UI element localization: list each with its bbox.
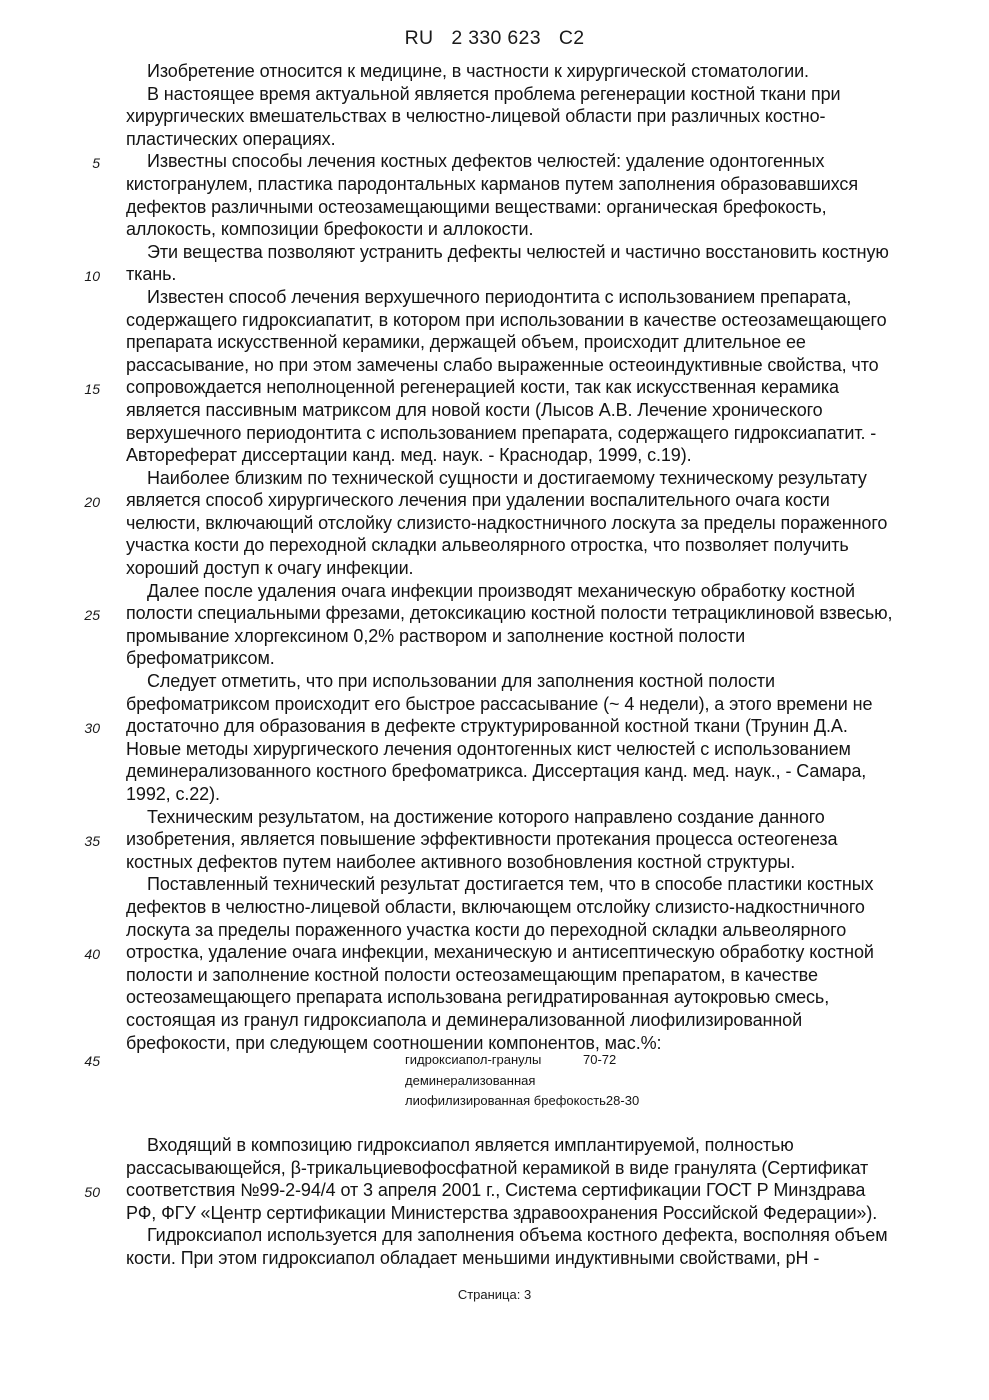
text-line [0, 986, 989, 1009]
line-text: полости специальными фрезами, детоксикацию костной полости тетрациклиновой взвесью, [126, 603, 893, 624]
text-line [0, 60, 989, 83]
line-text: сопровождается неполноценной регенерацией кости, так как искусственная керамика [126, 377, 839, 398]
text-line [0, 851, 989, 874]
line-text: Техническим результатом, на достижение которого направлено создание данного [147, 806, 825, 827]
body-text [0, 60, 989, 1054]
composition-table-row [0, 1091, 989, 1112]
line-text: верхушечного периодонтита с использованием препарата, содержащего гидроксиапатит. - [126, 422, 877, 443]
margin-line-number: 30 [84, 720, 100, 737]
text-line [0, 738, 989, 761]
text-line [0, 580, 989, 603]
line-text: хирургических вмешательствах в челюстно-лицевой области при различных костно- [126, 106, 826, 127]
margin-line-number: 40 [84, 946, 100, 963]
text-line [0, 896, 989, 919]
text-line [0, 309, 989, 332]
line-text: кости. При этом гидроксиапол обладает меньшими индуктивными свойствами, pH - [126, 1247, 820, 1268]
line-text: промывание хлоргексином 0,2% раствором и заполнение костной полости [126, 625, 746, 646]
text-line [0, 1202, 989, 1225]
text-line [0, 286, 989, 309]
text-line [0, 1247, 989, 1270]
line-text: полости и заполнение костной полости остеозамещающим препаратом, в качестве [126, 964, 818, 985]
line-text: отростка, удаление очага инфекции, механическую и антисептическую обработку костной [126, 942, 874, 963]
page-footer [0, 1287, 989, 1302]
line-text: В настоящее время актуальной является проблема регенерации костной ткани при [147, 83, 841, 104]
text-line [0, 534, 989, 557]
kind-code: C2 [558, 27, 585, 49]
component-amount: 28-30 [605, 1093, 640, 1108]
margin-line-number: 5 [92, 155, 100, 172]
line-text: дефектов различными остеозамещающими веществами: органическая брефокость, [126, 196, 827, 217]
text-line [0, 128, 989, 151]
line-text: костных дефектов путем наиболее активного возобновления костной структуры. [126, 851, 796, 872]
line-text: деминерализованного костного брефоматрикса. Диссертация канд. мед. наук., - Самара, [126, 761, 867, 782]
text-line [0, 83, 989, 106]
text-line [0, 1224, 989, 1247]
text-line [0, 715, 989, 738]
margin-line-number: 15 [84, 381, 100, 398]
text-line [0, 105, 989, 128]
line-text: Изобретение относится к медицине, в частности к хирургической стоматологии. [147, 61, 809, 81]
line-text: Далее после удаления очага инфекции производят механическую обработку костной [147, 580, 856, 601]
text-line [0, 150, 989, 173]
text-line [0, 196, 989, 219]
text-line [0, 873, 989, 896]
margin-line-number: 45 [84, 1053, 100, 1069]
text-line [0, 919, 989, 942]
line-text: рассасывающейся, β-трикальциевофосфатной керамикой в виде гранулята (Сертификат [126, 1157, 869, 1178]
component-name: деминерализованная [405, 1072, 536, 1088]
text-line [0, 828, 989, 851]
component-name: гидроксиапол-гранулы [405, 1052, 542, 1067]
line-text: кистогранулем, пластика пародонтальных карманов путем заполнения образовавшихся [126, 173, 858, 194]
line-text: соответствия №99-2-94/4 от 3 апреля 2001 г., Система сертификации ГОСТ Р Минздрава [126, 1180, 866, 1201]
text-line [0, 512, 989, 535]
line-text: является пассивным матриксом для новой кости (Лысов А.В. Лечение хронического [126, 399, 823, 420]
line-text: Поставленный технический результат достигается тем, что в способе пластики костных [147, 874, 874, 895]
line-text: хороший доступ к очагу инфекции. [126, 558, 414, 579]
line-text: препарата искусственной керамики, держащей объем, происходит длительное ее [126, 332, 806, 353]
text-line [0, 422, 989, 445]
line-text: лоскута за пределы пораженного участка кости до переходной складки альвеолярного [126, 919, 847, 940]
text-line [0, 625, 989, 648]
component-amount: 70-72 [583, 1052, 617, 1067]
line-text: Наиболее близким по технической сущности и достигаемому техническому результату [147, 467, 867, 488]
line-text: аллокость, композиции брефокости и аллокости. [126, 219, 534, 240]
text-line [0, 647, 989, 670]
line-text: достаточно для образования в дефекте структурированной костной ткани (Трунин Д.А. [126, 716, 848, 737]
line-text: содержащего гидроксиапатит, в котором при использовании в качестве остеозамещающего [126, 309, 887, 330]
text-line [0, 1179, 989, 1202]
text-line [0, 557, 989, 580]
text-line [0, 444, 989, 467]
margin-line-number: 25 [84, 607, 100, 624]
text-line [0, 760, 989, 783]
margin-line-number: 35 [84, 833, 100, 850]
line-text: ткань. [126, 264, 177, 285]
body-text-continued [0, 1134, 989, 1270]
line-text: Известен способ лечения верхушечного периодонтита с использованием препарата, [147, 286, 852, 307]
text-line [0, 1134, 989, 1157]
line-text: брефокости, при следующем соотношении компонентов, мас.%: [126, 1032, 662, 1053]
line-text: остеозамещающего препарата использована регидратированная аутокровью смесь, [126, 987, 830, 1008]
line-text: брефоматриксом. [126, 648, 275, 669]
line-text: пластических операциях. [126, 128, 336, 149]
text-line [0, 354, 989, 377]
text-line [0, 331, 989, 354]
composition-table-row [0, 1050, 989, 1071]
text-line [0, 693, 989, 716]
publication-number: 2 330 623 [451, 27, 541, 49]
line-text: Автореферат диссертации канд. мед. наук. - Краснодар, 1999, с.19). [126, 445, 692, 466]
line-text: Гидроксиапол используется для заполнения объема костного дефекта, восполняя объем [147, 1225, 888, 1246]
margin-line-number: 50 [84, 1184, 100, 1201]
text-line [0, 1009, 989, 1032]
text-line [0, 376, 989, 399]
line-text: 1992, с.22). [126, 784, 220, 804]
composition-table [0, 1050, 989, 1112]
line-text: является способ хирургического лечения при удалении воспалительного очага кости [126, 490, 830, 511]
text-line [0, 218, 989, 241]
composition-table-row [0, 1071, 989, 1092]
line-text: Входящий в композицию гидроксиапол является имплантируемой, полностью [147, 1135, 794, 1155]
text-line [0, 783, 989, 806]
line-text: Эти вещества позволяют устранить дефекты челюстей и частично восстановить костную [147, 241, 889, 262]
text-line [0, 806, 989, 829]
text-line [0, 173, 989, 196]
page-number-label: Страница: 3 [457, 1287, 532, 1302]
line-text: изобретения, является повышение эффективности протекания процесса остеогенеза [126, 829, 838, 850]
line-text: челюсти, включающий отслойку слизисто-надкостничного лоскута за пределы пораженного [126, 512, 888, 533]
text-line [0, 489, 989, 512]
country-code: RU [404, 27, 434, 49]
text-line [0, 964, 989, 987]
line-text: Известны способы лечения костных дефектов челюстей: удаление одонтогенных [147, 151, 825, 172]
margin-line-number: 10 [84, 268, 100, 285]
text-line [0, 399, 989, 422]
text-line [0, 241, 989, 264]
line-text: рассасывание, но при этом замечены слабо выраженные остеоиндуктивные свойства, что [126, 354, 879, 375]
component-name: лиофилизированная брефокость [405, 1093, 606, 1108]
text-line [0, 1157, 989, 1180]
margin-line-number: 20 [84, 494, 100, 511]
text-line [0, 263, 989, 286]
line-text: брефоматриксом происходит его быстрое рассасывание (~ 4 недели), а этого времени не [126, 693, 873, 714]
line-text: РФ, ФГУ «Центр сертификации Министерства здравоохранения Российской Федерации»). [126, 1202, 878, 1223]
text-line [0, 602, 989, 625]
line-text: состоящая из гранул гидроксиапола и деминерализованной лиофилизированной [126, 1009, 803, 1030]
text-line [0, 941, 989, 964]
line-text: участка кости до переходной складки альвеолярного отростка, что позволяет получить [126, 535, 849, 556]
line-text: Новые методы хирургического лечения одонтогенных кист челюстей с использованием [126, 738, 851, 759]
text-line [0, 467, 989, 490]
text-line [0, 670, 989, 693]
document-header [0, 27, 989, 50]
line-text: Следует отметить, что при использовании для заполнения костной полости [147, 671, 775, 692]
line-text: дефектов в челюстно-лицевой области, включающем отслойку слизисто-надкостничного [126, 896, 865, 917]
